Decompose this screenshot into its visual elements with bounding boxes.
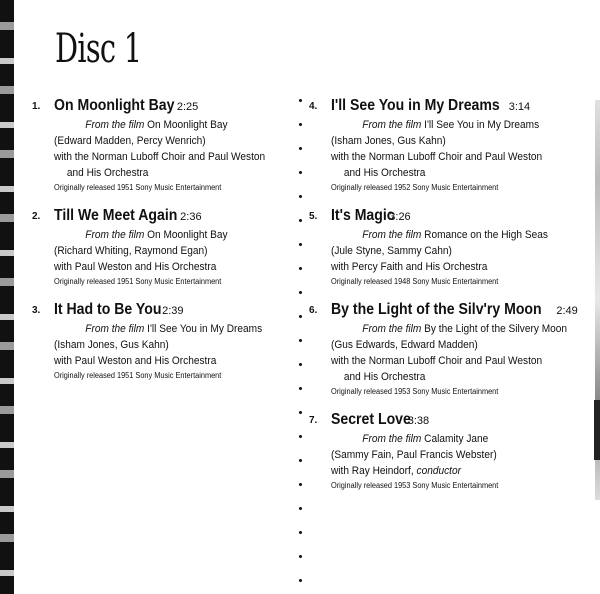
divider-dot: [299, 363, 302, 366]
performer: with Ray Heindorf, conductor: [331, 465, 461, 477]
release-note: Originally released 1953 Sony Music Entertainment: [331, 387, 499, 396]
track-duration: 3:14: [508, 101, 531, 113]
performer-cont: and His Orchestra: [66, 167, 149, 179]
divider-dot: [299, 459, 302, 462]
divider-dot: [299, 483, 302, 486]
track-4: [309, 96, 589, 206]
track-title: It Had to Be You: [54, 301, 162, 318]
writers: (Isham Jones, Gus Kahn): [331, 135, 446, 147]
film-credit: From the film I'll See You in My Dreams: [362, 119, 540, 131]
divider-dot: [299, 99, 302, 102]
divider-dot: [299, 171, 302, 174]
track-duration: 2:49: [556, 305, 578, 317]
divider-dot: [299, 315, 302, 318]
divider-dot: [299, 507, 302, 510]
divider-dot: [299, 291, 302, 294]
track-number: 1.: [32, 101, 41, 112]
track-title: Secret Love: [331, 411, 411, 428]
track-title: I'll See You in My Dreams: [331, 97, 500, 114]
track-number: 5.: [309, 211, 318, 222]
release-note: Originally released 1951 Sony Music Entertainment: [54, 277, 222, 286]
performer: with Percy Faith and His Orchestra: [331, 261, 488, 273]
writers: (Gus Edwards, Edward Madden): [331, 339, 478, 351]
dotted-divider: [299, 99, 303, 589]
performer: with the Norman Luboff Choir and Paul Weston: [331, 355, 543, 367]
divider-dot: [299, 195, 302, 198]
release-note: Originally released 1953 Sony Music Entertainment: [331, 481, 499, 490]
track-3: [32, 300, 287, 394]
divider-dot: [299, 123, 302, 126]
release-note: Originally released 1951 Sony Music Entertainment: [54, 183, 222, 192]
film-credit: From the film On Moonlight Bay: [85, 119, 228, 131]
writers: (Richard Whiting, Raymond Egan): [54, 245, 208, 257]
writers: (Isham Jones, Gus Kahn): [54, 339, 169, 351]
disc-title: Disc 1: [55, 26, 142, 72]
film-credit: From the film On Moonlight Bay: [85, 229, 228, 241]
page-edge-binding: [0, 0, 14, 594]
release-note: Originally released 1948 Sony Music Entertainment: [331, 277, 499, 286]
performer: with Paul Weston and His Orchestra: [54, 355, 217, 367]
track-duration: 2:39: [162, 305, 184, 317]
performer-cont: and His Orchestra: [343, 167, 426, 179]
track-title: On Moonlight Bay: [54, 97, 175, 114]
track-title: Till We Meet Again: [54, 207, 178, 224]
track-duration: 2:25: [176, 101, 199, 113]
divider-dot: [299, 411, 302, 414]
divider-dot: [299, 243, 302, 246]
divider-dot: [299, 339, 302, 342]
track-7: [309, 410, 589, 504]
divider-dot: [299, 267, 302, 270]
divider-dot: [299, 531, 302, 534]
page-edge-right-dark: [594, 400, 600, 460]
track-number: 6.: [309, 305, 318, 316]
divider-dot: [299, 147, 302, 150]
writers: (Sammy Fain, Paul Francis Webster): [331, 449, 497, 461]
track-list-left: [32, 96, 287, 394]
track-title: It's Magic: [331, 207, 395, 224]
divider-dot: [299, 579, 302, 582]
track-number: 4.: [309, 101, 318, 112]
track-duration: 3:26: [389, 211, 411, 223]
film-credit: From the film Calamity Jane: [362, 433, 489, 445]
track-5: [309, 206, 589, 300]
track-number: 2.: [32, 211, 41, 222]
divider-dot: [299, 387, 302, 390]
release-note: Originally released 1952 Sony Music Entertainment: [331, 183, 499, 192]
track-duration: 2:36: [180, 211, 202, 223]
track-title: By the Light of the Silv'ry Moon: [331, 301, 542, 318]
track-1: [32, 96, 287, 206]
release-note: Originally released 1951 Sony Music Entertainment: [54, 371, 222, 380]
track-list-right: [309, 96, 589, 504]
track-6: [309, 300, 589, 410]
film-credit: From the film By the Light of the Silvery Moon: [362, 323, 568, 335]
film-credit: From the film I'll See You in My Dreams: [85, 323, 263, 335]
performer: with the Norman Luboff Choir and Paul Weston: [331, 151, 543, 163]
track-number: 7.: [309, 415, 318, 426]
divider-dot: [299, 555, 302, 558]
film-credit: From the film Romance on the High Seas: [362, 229, 548, 241]
divider-dot: [299, 219, 302, 222]
performer: with the Norman Luboff Choir and Paul Weston: [54, 151, 266, 163]
divider-dot: [299, 435, 302, 438]
track-duration: 3:38: [407, 415, 430, 427]
performer-cont: and His Orchestra: [343, 371, 426, 383]
writers: (Jule Styne, Sammy Cahn): [331, 245, 452, 257]
track-number: 3.: [32, 305, 41, 316]
track-2: [32, 206, 287, 300]
performer: with Paul Weston and His Orchestra: [54, 261, 217, 273]
writers: (Edward Madden, Percy Wenrich): [54, 135, 206, 147]
